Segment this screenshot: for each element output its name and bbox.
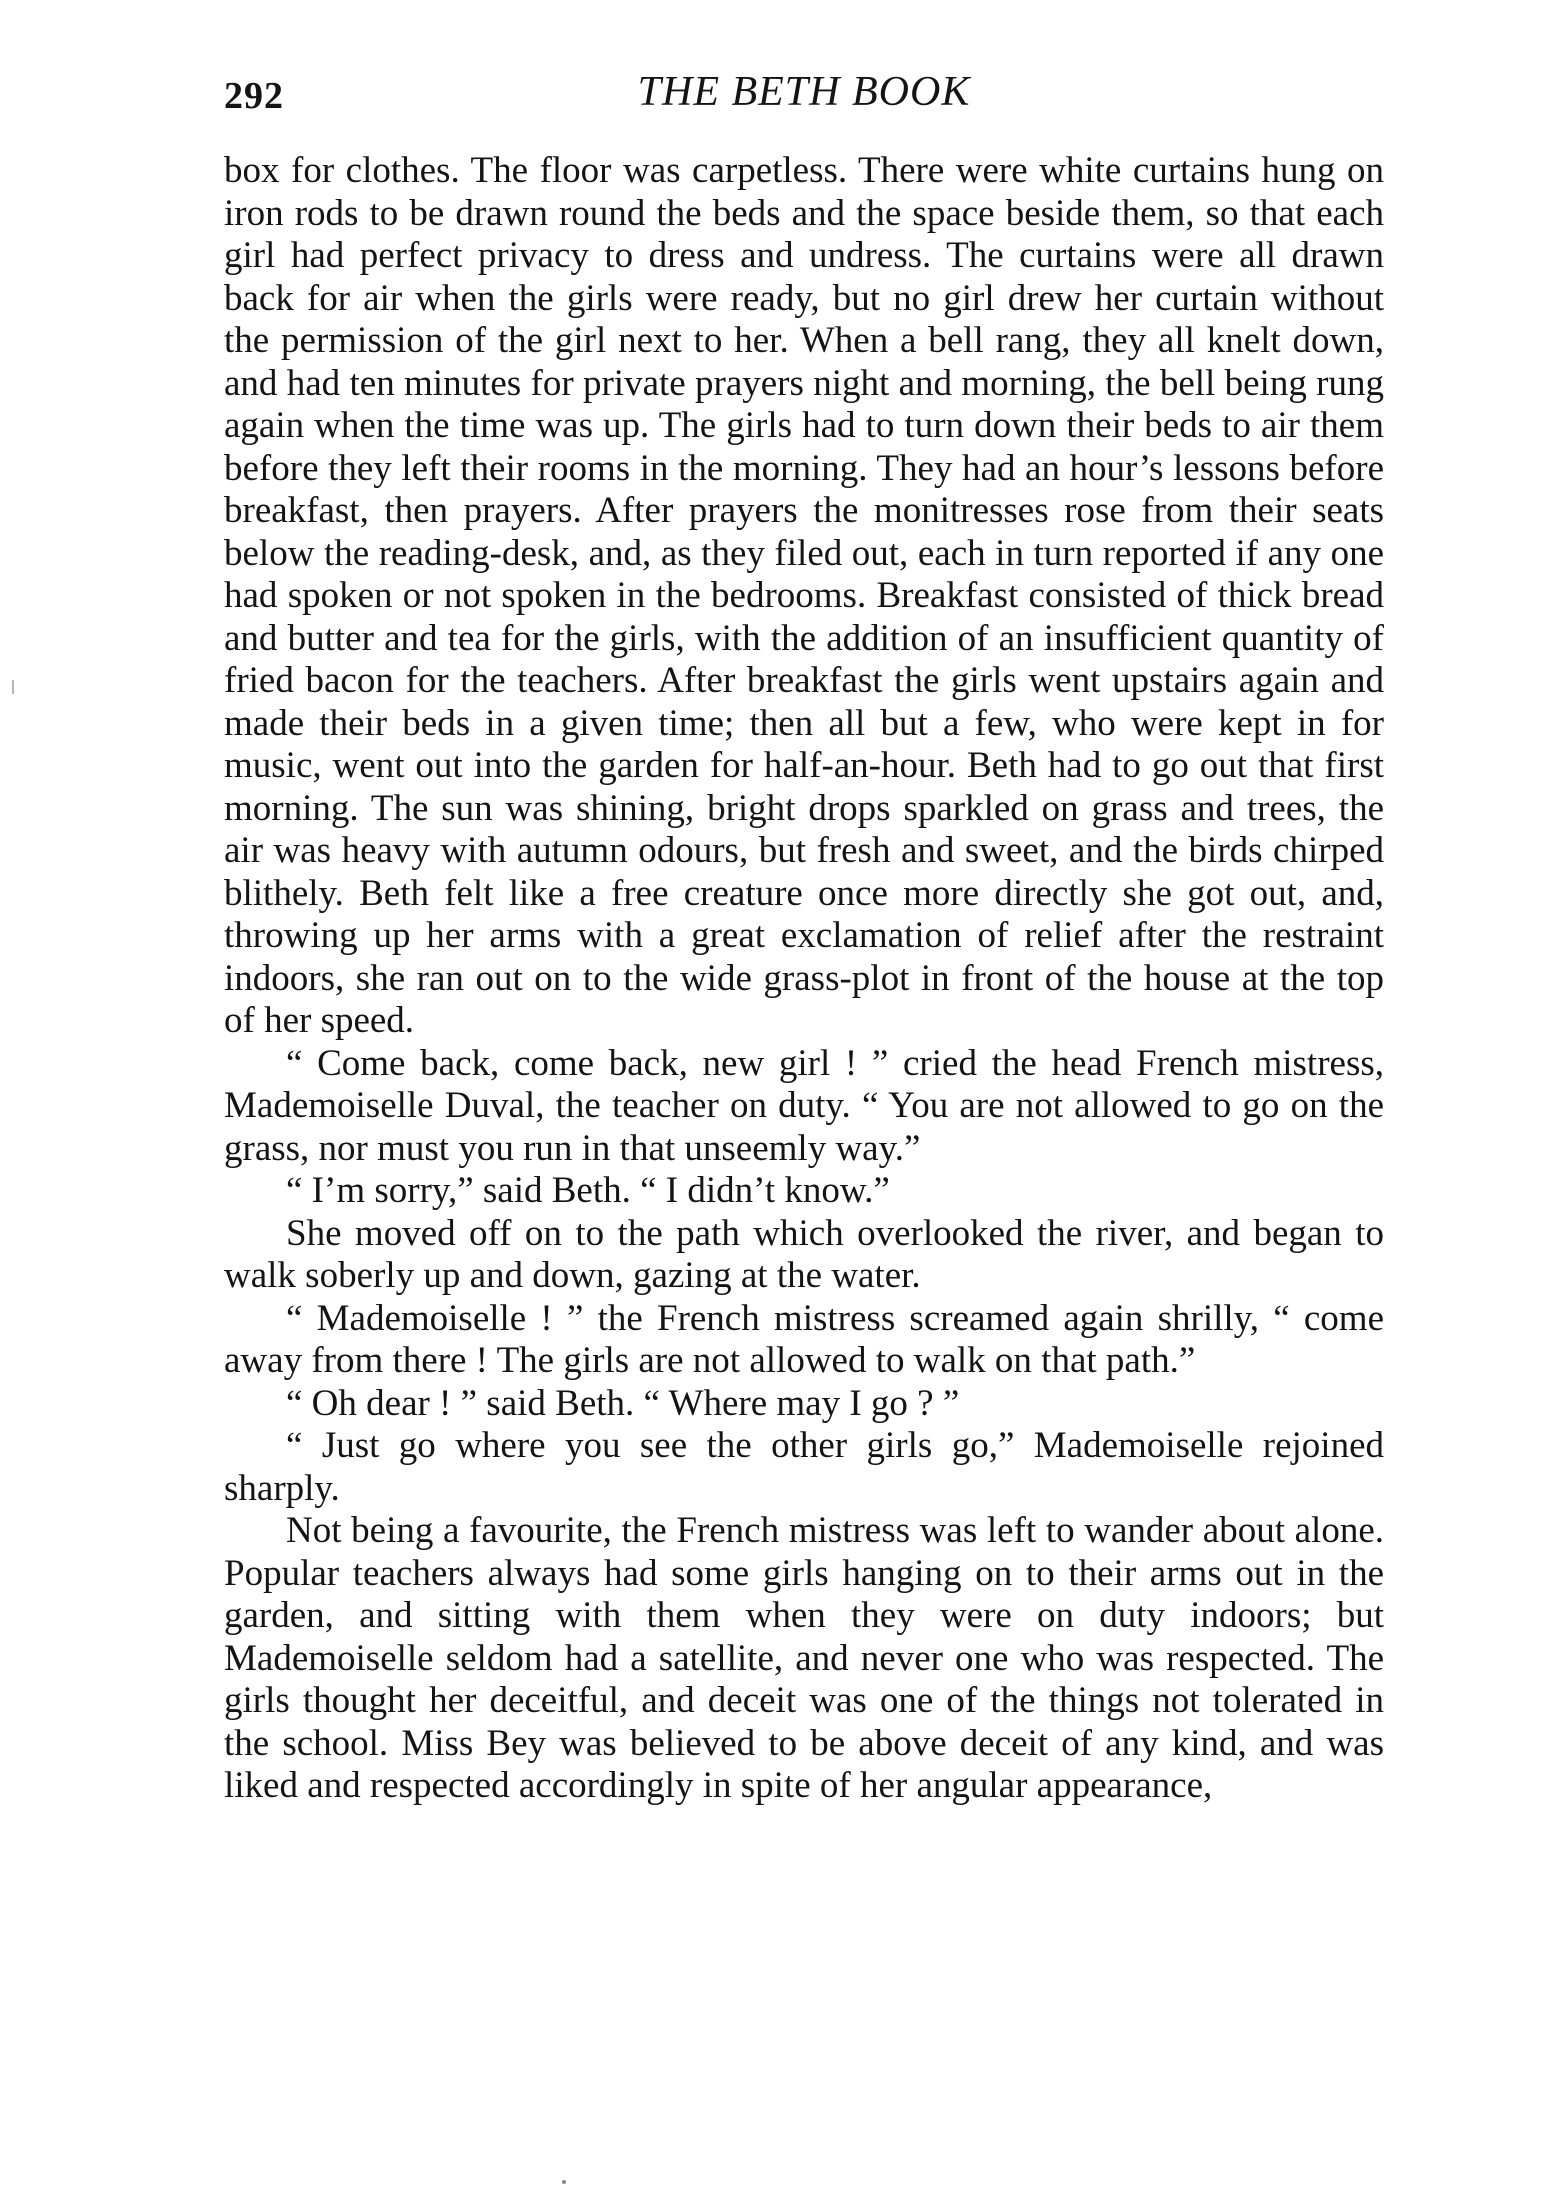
print-speck — [562, 2180, 566, 2184]
paragraph: “ Mademoiselle ! ” the French mistress screamed again shrilly, “ come away from there ! The girls are not allowed to walk on that path.” — [224, 1297, 1384, 1381]
paragraph: She moved off on to the path which overlooked the river, and began to walk soberly up and down, gazing at the water. — [224, 1212, 1384, 1296]
paragraph: “ Oh dear ! ” said Beth. “ Where may I go ? ” — [286, 1382, 960, 1424]
page-number: 292 — [224, 75, 284, 117]
running-title: THE BETH BOOK — [637, 69, 971, 115]
paragraph: Not being a favourite, the French mistress was left to wander about alone. Popular teachers always had some girls hanging on to their arms out in the garden, and sitting with them when they were on duty indoors; but Mademoiselle seldom had a satellite, and never one who was respected. The girls thought her deceitful, and deceit was one of the things not tolerated in the school. Miss Bey was believed to be above deceit of any kind, and was liked and respected accordingly in spite of her angular appearance, — [224, 1510, 1384, 1806]
margin-mark — [12, 680, 14, 694]
body-text — [224, 150, 1384, 1808]
paragraph: “ I’m sorry,” said Beth. “ I didn’t know.” — [286, 1170, 890, 1211]
paragraph: “ Come back, come back, new girl ! ” cried the head French mistress, Mademoiselle Duval, the teacher on duty. “ You are not allowed to go on the grass, nor must you run in that unseemly way.” — [224, 1042, 1384, 1169]
paragraph: “ Just go where you see the other girls go,” Mademoiselle rejoined sharply. — [224, 1425, 1384, 1509]
paragraph: box for clothes. The floor was carpetless. There were white curtains hung on iron rods to be drawn round the beds and the space beside them, so that each girl had perfect privacy to dress and undress. The curtains were all drawn back for air when the girls were ready, but no girl drew her curtain without the permission of the girl next to her. When a bell rang, they all knelt down, and had ten minutes for private prayers night and morning, the bell being rung again when the time was up. The girls had to turn down their beds to air them before they left their rooms in the morning. They had an hour’s lessons before breakfast, then prayers. After prayers the monitresses rose from their seats below the reading-desk, and, as they filed out, each in turn reported if any one had spoken or not spoken in the bedrooms. Breakfast consisted of thick bread and butter and tea for the girls, with the addition of an insufficient quantity of fried bacon for the teachers. After breakfast the girls went upstairs again and made their beds in a given time; then all but a few, who were kept in for music, went out into the garden for half-an-hour. Beth had to go out that first morning. The sun was shining, bright drops sparkled on grass and trees, the air was heavy with autumn odours, but fresh and sweet, and the birds chirped blithely. Beth felt like a free creature once more directly she got out, and, throwing up her arms with a great exclamation of relief after the restraint indoors, she ran out on to the wide grass-plot in front of the house at the top of her speed. — [224, 150, 1384, 1041]
page-header — [224, 68, 1384, 128]
